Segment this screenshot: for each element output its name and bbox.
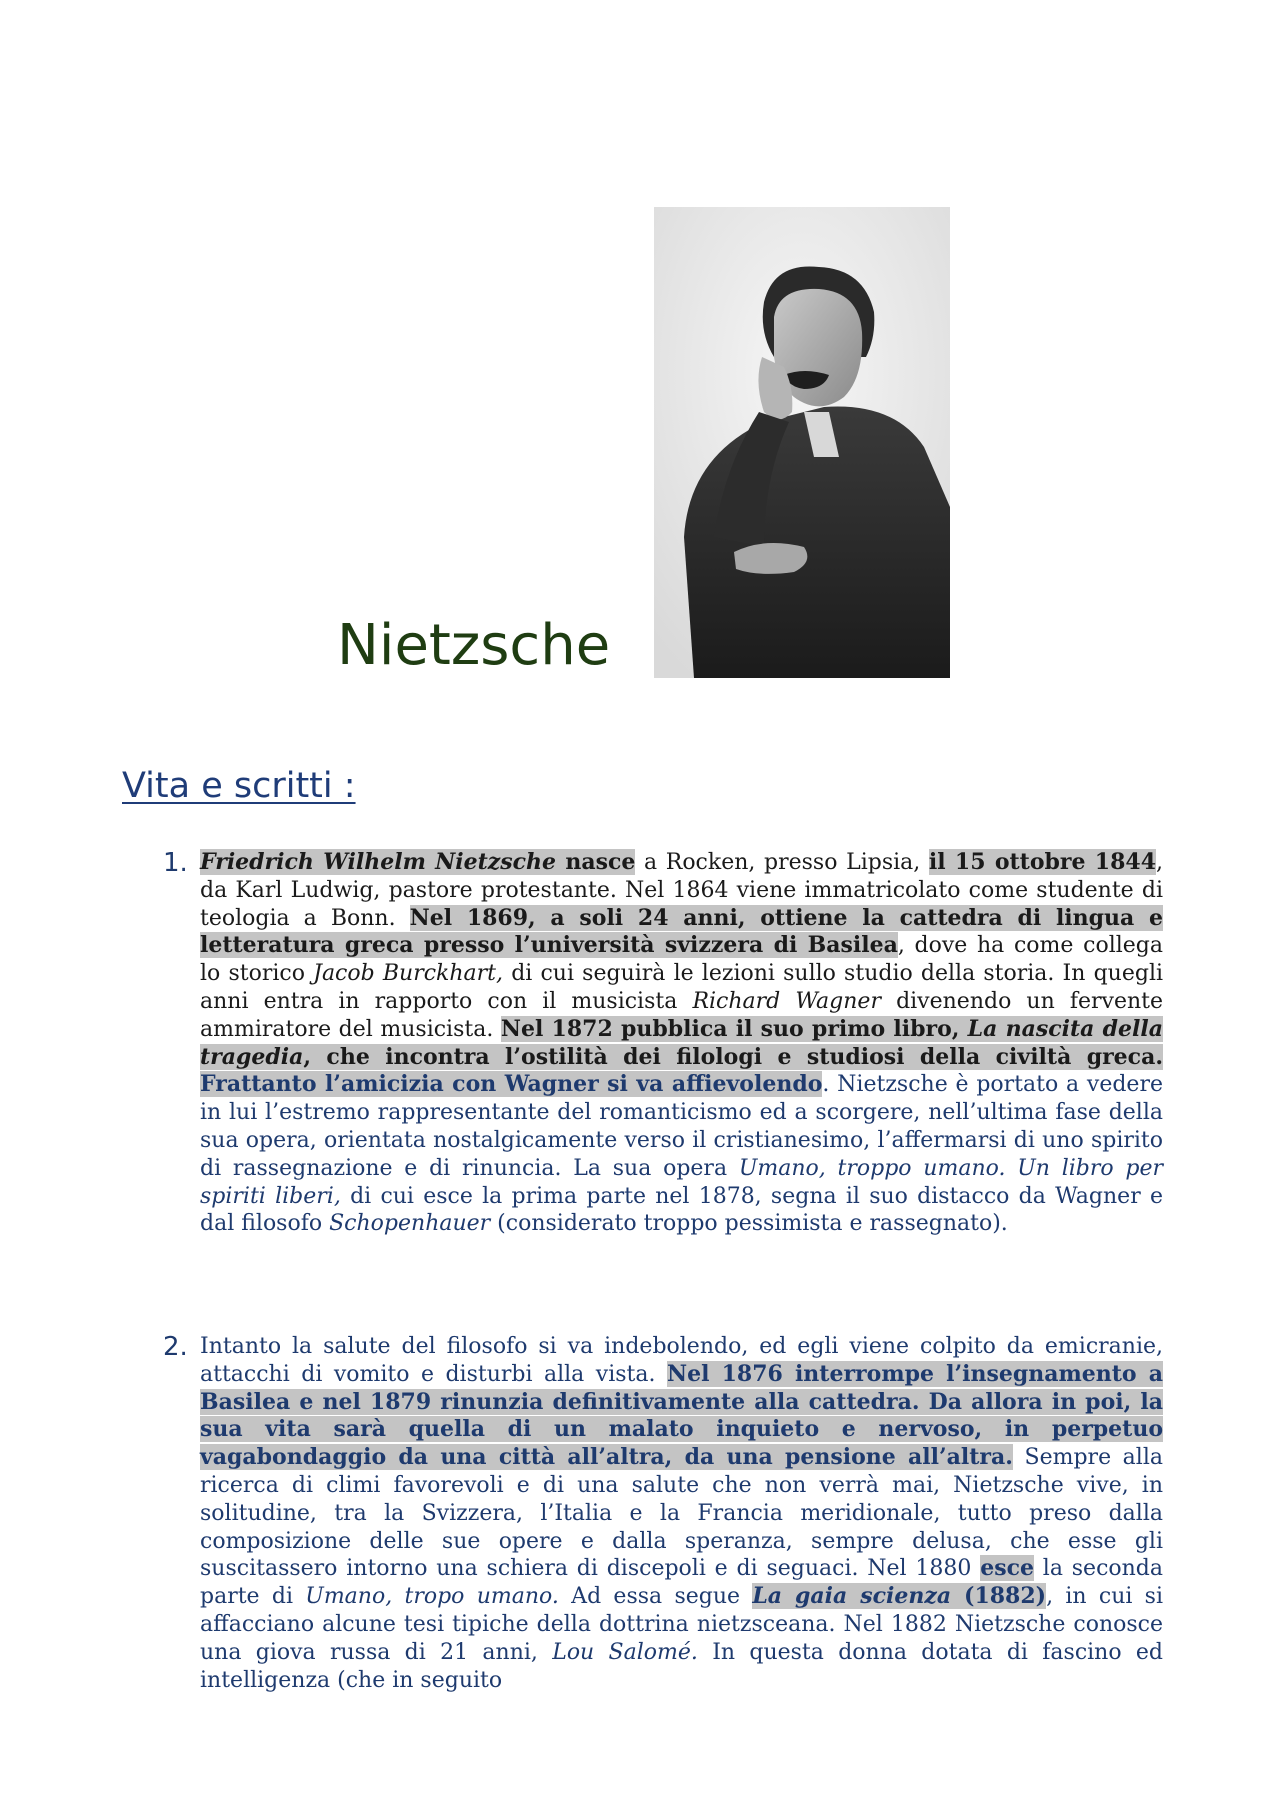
text-segment: esce: [980, 1555, 1034, 1582]
text-segment: Umano, tropo umano.: [305, 1584, 559, 1610]
list-number: 1.: [163, 848, 188, 878]
text-segment: Sempre alla ricerca di climi favorevoli e di una salute che non verrà mai, Nietzsche vive, in solitudine, tra la Svizzera, l’Italia e la Francia meridionale, tutto preso dalla composizione delle sue opere e dalla speranza, sempre delusa, che esse gli suscitassero intorno una schiera di discepoli e di seguaci. Nel 1880: [200, 1445, 1163, 1582]
list-item: [200, 849, 1163, 1238]
text-segment: Jacob Burckhart,: [313, 961, 504, 987]
portrait-photo: [654, 207, 950, 678]
portrait-photo-icon: [654, 207, 950, 678]
text-segment: Nel 1869, a soli 24 anni, ottiene la cattedra di lingua e letteratura greca presso l’università svizzera di Basilea: [200, 904, 1164, 959]
text-segment: Lou Salomé.: [552, 1639, 698, 1665]
text-segment: Nel 1872 pubblica il suo primo libro, La nascita della tragedia, che incontra l’ostilità dei filologi e studiosi della civiltà greca. Frattanto l’amicizia con Wagner si va affievolendo: [200, 1015, 1163, 1098]
text-segment: Intanto la salute del filosofo si va indebolendo, ed egli viene colpito da emicranie, attacchi di vomito e disturbi alla vista.: [200, 1334, 1163, 1387]
text-segment: (considerato troppo pessimista e rassegnato).: [490, 1211, 1008, 1237]
section-heading: Vita e scritti :: [122, 766, 356, 806]
text-segment: . Nietzsche è portato a vedere in lui l’estremo rappresentante del romanticismo ed a scorgere, nell’ultima fase della sua opera, orientata nostalgicamente verso il cristianesimo, l’affermarsi di uno spirito di rassegnazione e di rinuncia. La sua opera: [200, 1072, 1163, 1181]
text-segment: di cui esce la prima parte nel 1878, segna il suo distacco da Wagner e dal filosofo: [200, 1183, 1163, 1237]
text-segment: Schopenhauer: [329, 1211, 491, 1237]
text-segment: Nel 1876 interrompe l’insegnamento a Basilea e nel 1879 rinunzia definitivamente alla cattedra. Da allora in poi, la sua vita sarà quella di un malato inquieto e nervoso, in perpetuo vagabondaggio da una città all’altra, da una pensione all’altra.: [200, 1360, 1164, 1471]
document-title: Nietzsche: [337, 613, 611, 678]
list-number: 2.: [163, 1332, 188, 1362]
text-segment: , da Karl Ludwig, pastore protestante. Nel 1864 viene immatricolato come studente di teologia a Bonn.: [200, 850, 1163, 931]
text-segment: il 15 ottobre 1844: [928, 849, 1156, 875]
text-segment: La gaia scienza (1882): [752, 1583, 1047, 1610]
text-segment: Umano, troppo umano. Un libro per spiriti liberi,: [200, 1155, 1163, 1209]
text-segment: divenendo un fervente ammiratore del musicista.: [200, 988, 1164, 1042]
text-segment: Ad essa segue: [558, 1584, 753, 1610]
text-segment: In questa donna dotata di fascino ed intelligenza (che in seguito: [200, 1639, 1163, 1693]
text-segment: Richard Wagner: [692, 988, 881, 1014]
text-segment: , in cui si affacciano alcune tesi tipiche della dottrina nietzsceana. Nel 1882 Nietzsche conosce una giova russa di 21 anni,: [200, 1584, 1164, 1665]
text-segment: a Rocken, presso Lipsia,: [635, 850, 929, 875]
text-segment: , dove ha come collega lo storico: [200, 933, 1163, 987]
text-segment: Friedrich Wilhelm Nietzsche nasce: [200, 849, 636, 875]
text-segment: di cui seguirà le lezioni sullo studio della storia. In quegli anni entra in rapporto con il musicista: [200, 961, 1164, 1014]
text-segment: la seconda parte di: [200, 1556, 1163, 1610]
list-item: [200, 1333, 1163, 1694]
